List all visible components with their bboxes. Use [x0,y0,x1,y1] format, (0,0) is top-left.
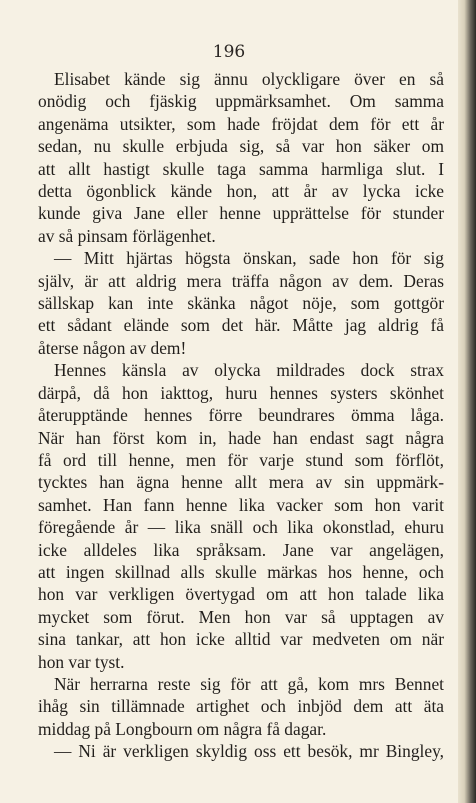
text-line: sina tankar, att hon icke alltid var medveten om när [38,629,444,650]
text-line: av så pinsam förlägenhet. [38,225,216,246]
text-line: angenäma utsikter, som hade fröjdat dem för ett år [38,113,444,134]
body-text [38,68,444,763]
text-line: — Ni är verkligen skyldig oss ett besök, mr Bingley, [54,741,444,762]
text-line: När herrarna reste sig för att gå, kom mrs Bennet [54,673,444,694]
text-line: När han först kom in, hade han endast sagt några [38,427,444,448]
text-line: föregående år — lika snäll och lika okonstlad, ehuru [38,517,444,538]
text-line: middag på Longbourn om några få dagar. [38,718,327,739]
text-line: att ingen skillnad alls skulle märkas hos henne, och [38,561,444,582]
text-line: tycktes han ägna henne allt mera av sin uppmärk- [38,472,444,493]
text-line: ett sådant elände som det här. Måtte jag aldrig få [38,315,444,336]
text-line: hon var verkligen övertygad om att hon talade lika [38,584,444,605]
text-line: icke alldeles lika språksam. Jane var angelägen, [38,539,444,560]
text-line: själv, är att aldrig mera träffa någon av dem. Deras [38,270,444,291]
text-line: kunde giva Jane eller henne upprättelse för stunder [38,203,444,224]
text-line: onödig och fjäskig uppmärksamhet. Om samma [38,91,444,112]
text-line: sällskap kan inte skänka något nöje, som gottgör [38,293,444,314]
book-spine-shadow [458,0,476,803]
text-line: få ord till henne, men för varje stund som förflöt, [38,449,444,470]
text-line: återse någon av dem! [38,337,187,358]
page-number: 196 [212,42,246,62]
text-line: samhet. Han fann henne lika vacker som hon varit [38,494,444,515]
text-line: att allt hastigt skulle taga samma harmliga slut. I [38,158,444,179]
text-line: Hennes känsla av olycka mildrades dock strax [54,360,444,381]
text-line: — Mitt hjärtas högsta önskan, sade hon för sig [54,248,444,269]
text-line: ihåg sin tillämnade artighet och inbjöd dem att äta [38,696,444,717]
text-line: mycket som förut. Men hon var så upptagen av [38,606,444,627]
text-line: sedan, nu skulle erbjuda sig, så var hon säker om [38,136,444,157]
text-line: därpå, då hon iakttog, huru hennes systers skönhet [38,382,444,403]
text-line: återupptände hennes förre beundrares ömma låga. [38,405,444,426]
text-line: hon var tyst. [38,651,125,672]
text-line: Elisabet kände sig ännu olyckligare över en så [54,69,444,89]
text-line: detta ögonblick kände hon, att år av lycka icke [38,181,444,202]
